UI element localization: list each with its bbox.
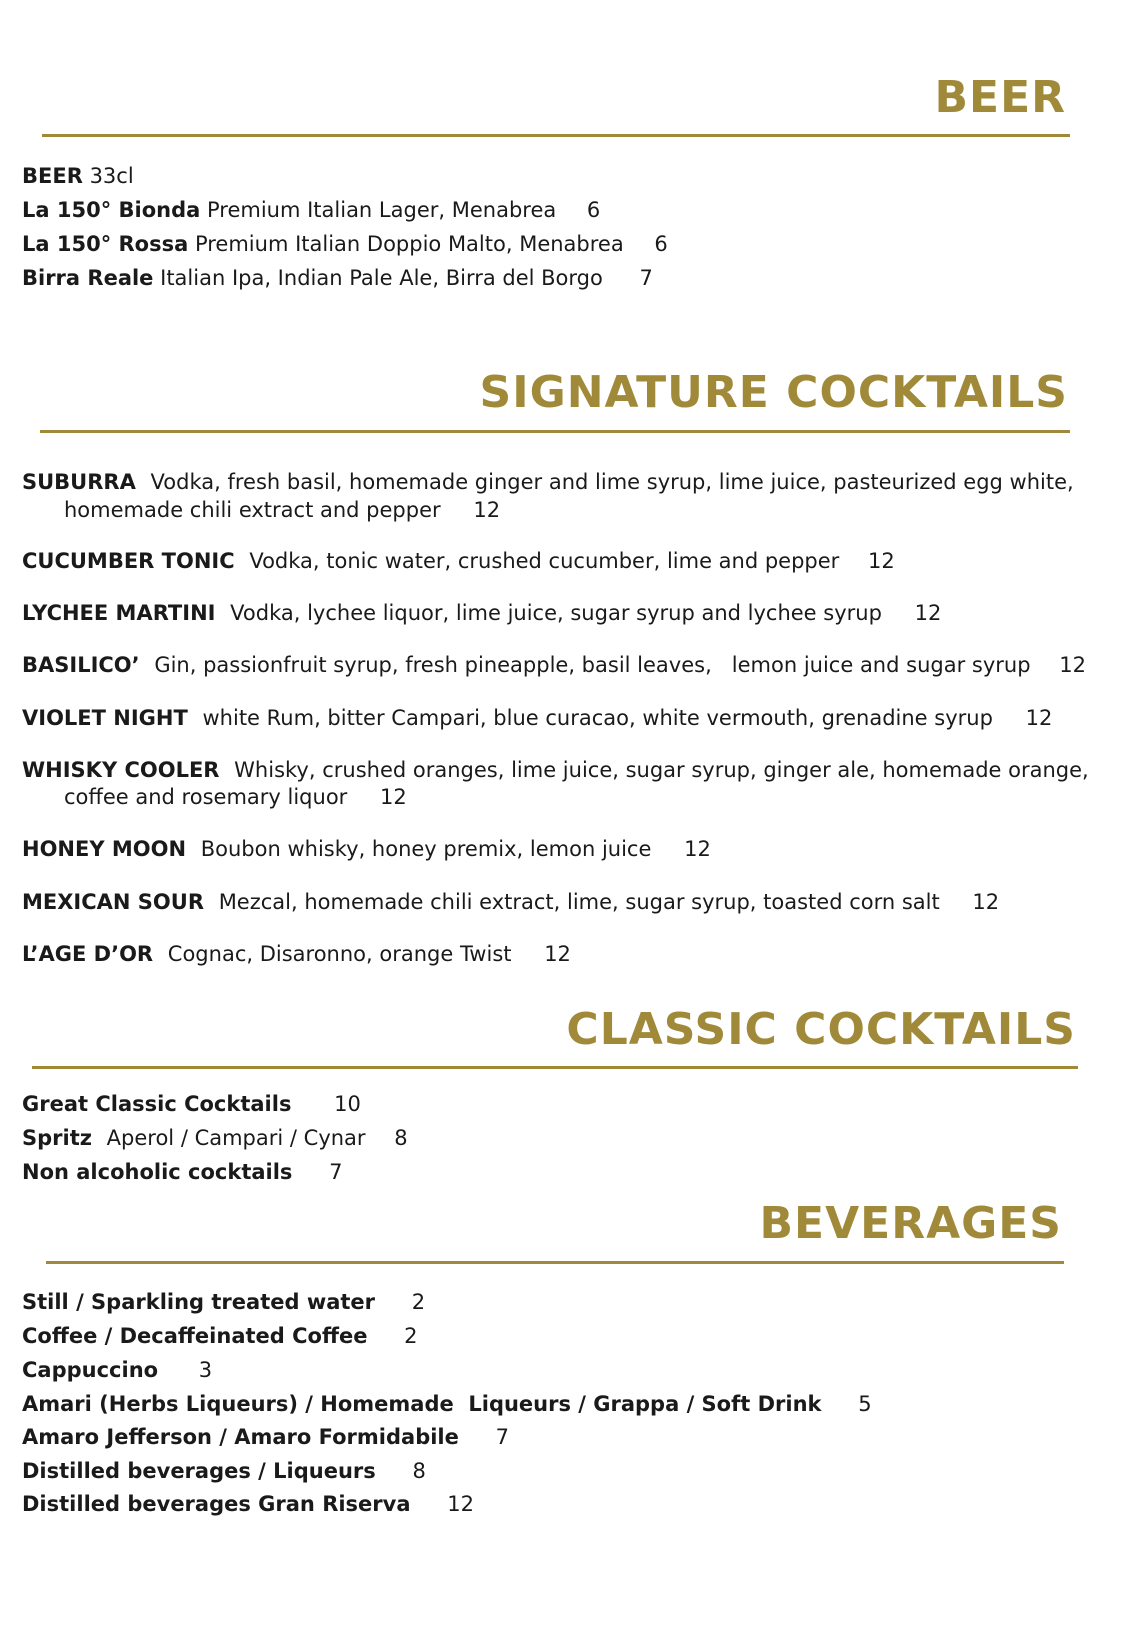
beverages-rule <box>46 1261 1064 1264</box>
item-price: 8 <box>412 1459 426 1483</box>
item-name: Birra Reale <box>22 266 154 290</box>
item-name: Distilled beverages / Liqueurs <box>22 1459 376 1483</box>
menu-item <box>22 196 600 224</box>
item-price: 12 <box>379 785 407 809</box>
item-name: Spritz <box>22 1126 92 1150</box>
menu-item <box>22 888 999 916</box>
menu-item <box>22 547 895 575</box>
item-price: 2 <box>411 1290 426 1314</box>
item-price: 3 <box>198 1358 213 1382</box>
item-desc: white Rum, bitter Campari, blue curacao, white vermouth, grenadine syrup <box>202 706 993 730</box>
menu-item <box>22 940 571 968</box>
menu-item <box>22 756 1089 784</box>
beverages-heading: BEVERAGES <box>759 1198 1062 1249</box>
item-price: 12 <box>914 601 942 625</box>
menu-item <box>22 264 653 292</box>
item-name: L’AGE D’OR <box>22 942 154 966</box>
menu-item-continued <box>22 783 407 811</box>
beer-rule <box>42 134 1070 137</box>
signature-rule <box>40 430 1070 433</box>
item-name: La 150° Bionda <box>22 198 201 222</box>
item-name: Amaro Jefferson / Amaro Formidabile <box>22 1425 459 1449</box>
item-name: Great Classic Cocktails <box>22 1092 292 1116</box>
menu-item <box>22 468 1074 496</box>
item-price: 7 <box>329 1160 343 1184</box>
item-desc: Italian Ipa, Indian Pale Ale, Birra del Borgo <box>160 266 603 290</box>
item-desc: Mezcal, homemade chili extract, lime, sugar syrup, toasted corn salt <box>218 890 940 914</box>
item-desc: Vodka, fresh basil, homemade ginger and lime syrup, lime juice, pasteurized egg white, <box>150 470 1074 494</box>
item-desc: Cognac, Disaronno, orange Twist <box>167 942 512 966</box>
item-name: WHISKY COOLER <box>22 758 220 782</box>
item-price: 7 <box>495 1425 509 1449</box>
item-name: BASILICO’ <box>22 653 140 677</box>
item-name: Cappuccino <box>22 1358 159 1382</box>
menu-item <box>22 1423 509 1451</box>
menu-item <box>22 1124 408 1152</box>
item-desc: homemade chili extract and pepper <box>64 498 441 522</box>
item-price: 7 <box>639 266 653 290</box>
menu-item-continued <box>22 496 500 524</box>
menu-item <box>22 1457 426 1485</box>
item-price: 12 <box>544 942 571 966</box>
item-desc: Aperol / Campari / Cynar <box>106 1126 366 1150</box>
item-name: HONEY MOON <box>22 837 187 861</box>
menu-item <box>22 1490 474 1518</box>
classic-rule <box>32 1066 1078 1069</box>
beer-size-line <box>22 162 134 190</box>
item-desc: Premium Italian Lager, Menabrea <box>206 198 557 222</box>
menu-item <box>22 1090 361 1118</box>
item-price: 6 <box>654 232 668 256</box>
item-price: 8 <box>394 1126 408 1150</box>
menu-item <box>22 704 1052 732</box>
item-desc: Boubon whisky, honey premix, lemon juice <box>200 837 652 861</box>
item-desc: Gin, passionfruit syrup, fresh pineapple, basil leaves, lemon juice and sugar syrup <box>154 653 1031 677</box>
item-name: Still / Sparkling treated water <box>22 1290 376 1314</box>
item-name: SUBURRA <box>22 470 136 494</box>
item-name: LYCHEE MARTINI <box>22 601 216 625</box>
menu-item <box>22 1158 343 1186</box>
item-name: La 150° Rossa <box>22 232 189 256</box>
item-price: 12 <box>447 1492 474 1516</box>
item-name: Distilled beverages Gran Riserva <box>22 1492 411 1516</box>
menu-item <box>22 1390 872 1418</box>
item-name: Non alcoholic cocktails <box>22 1160 293 1184</box>
item-price: 12 <box>1025 706 1053 730</box>
item-desc: Vodka, lychee liquor, lime juice, sugar syrup and lychee syrup <box>230 601 882 625</box>
item-name: CUCUMBER TONIC <box>22 549 235 573</box>
item-price: 12 <box>868 549 895 573</box>
beer-heading: BEER <box>934 72 1066 123</box>
item-desc: Whisky, crushed oranges, lime juice, sugar syrup, ginger ale, homemade orange, <box>234 758 1089 782</box>
item-name: Amari (Herbs Liqueurs) / Homemade Liqueurs / Grappa / Soft Drink <box>22 1392 822 1416</box>
menu-item <box>22 1322 418 1350</box>
signature-heading: SIGNATURE COCKTAILS <box>479 367 1068 418</box>
item-desc: coffee and rosemary liquor <box>64 785 348 809</box>
menu-item <box>22 651 1086 679</box>
item-price: 12 <box>1059 653 1086 677</box>
item-name: Coffee / Decaffeinated Coffee <box>22 1324 368 1348</box>
item-name: MEXICAN SOUR <box>22 890 204 914</box>
item-price: 2 <box>404 1324 418 1348</box>
beer-size: 33cl <box>89 164 134 188</box>
item-desc: Premium Italian Doppio Malto, Menabrea <box>194 232 624 256</box>
menu-item <box>22 1288 425 1316</box>
classic-heading: CLASSIC COCKTAILS <box>566 1004 1076 1055</box>
item-price: 12 <box>473 498 501 522</box>
menu-item <box>22 230 668 258</box>
menu-item <box>22 1356 212 1384</box>
item-price: 12 <box>972 890 1000 914</box>
item-price: 12 <box>684 837 711 861</box>
item-price: 5 <box>858 1392 872 1416</box>
menu-item <box>22 599 941 627</box>
item-name: VIOLET NIGHT <box>22 706 188 730</box>
menu-item <box>22 835 711 863</box>
item-desc: Vodka, tonic water, crushed cucumber, lime and pepper <box>249 549 840 573</box>
item-price: 10 <box>334 1092 361 1116</box>
item-price: 6 <box>586 198 601 222</box>
beer-label: BEER <box>22 164 83 188</box>
